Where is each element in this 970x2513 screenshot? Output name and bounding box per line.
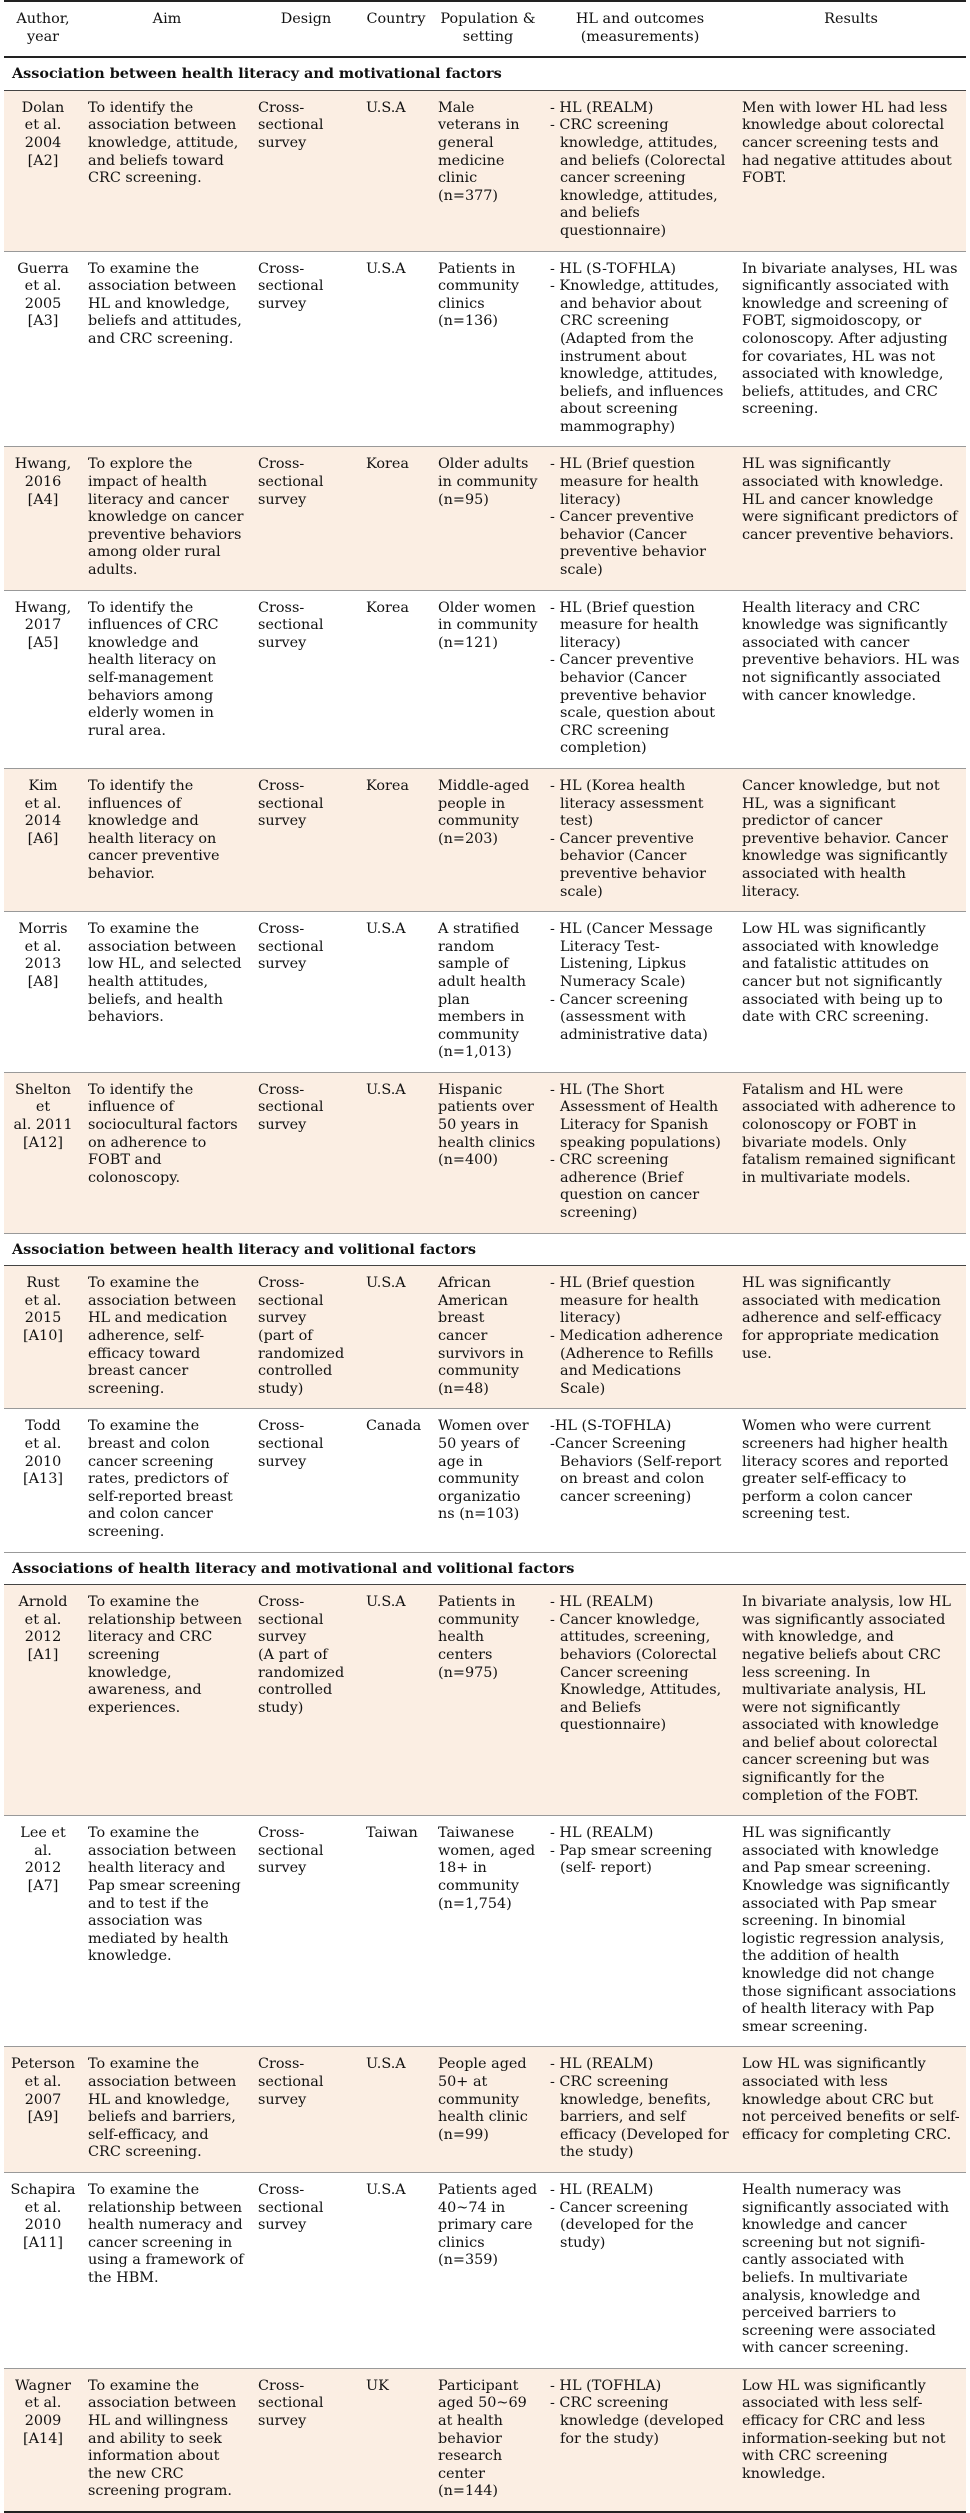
hl-outcome-item: - HL (Brief question measure for health literacy) <box>550 456 699 508</box>
hl-outcomes-cell <box>544 912 736 1073</box>
author-year-cell: Morris et al. 2013 [A8] <box>4 912 82 1073</box>
aim-cell: To examine the association between HL and knowledge, beliefs and barriers, self-efficacy, and CRC screening. <box>82 2047 252 2173</box>
country-cell: U.S.A <box>360 1266 432 1409</box>
population-cell: Patients in community health centers (n=975) <box>432 1585 544 1816</box>
hl-outcome-item: - HL (REALM) <box>550 99 654 116</box>
hl-outcomes-cell <box>544 1585 736 1816</box>
author-year-cell: Arnold et al. 2012 [A1] <box>4 1585 82 1816</box>
author-year-cell: Schapira et al. 2010 [A11] <box>4 2172 82 2368</box>
hl-outcome-item: - HL (Brief question measure for health literacy) <box>550 599 699 651</box>
design-cell: Cross- sectional survey <box>252 2172 360 2368</box>
hl-outcome-item: - Cancer preventive behavior (Cancer preventive behavior scale) <box>550 509 706 579</box>
table-row <box>4 1816 966 2047</box>
author-year-cell: Hwang, 2016 [A4] <box>4 447 82 590</box>
table-header-row <box>4 1 966 57</box>
aim-cell: To examine the relationship between health numeracy and cancer screening in using a framework of the HBM. <box>82 2172 252 2368</box>
table-row <box>4 1409 966 1552</box>
hl-outcome-item: -HL (S-TOFHLA) <box>550 1418 672 1435</box>
results-cell: Cancer knowledge, but not HL, was a significant predictor of cancer preventive behavior. Cancer knowledge was significantly associated with health literacy. <box>736 768 966 911</box>
country-cell: Korea <box>360 768 432 911</box>
population-cell: Women over 50 years of age in community organizatio ns (n=103) <box>432 1409 544 1552</box>
hl-outcomes-cell <box>544 1072 736 1233</box>
table-row <box>4 1585 966 1816</box>
population-cell: Middle-aged people in community (n=203) <box>432 768 544 911</box>
aim-cell: To identify the association between knowledge, attitude, and beliefs toward CRC screening. <box>82 90 252 251</box>
population-cell: Taiwanese women, aged 18+ in community (n=1,754) <box>432 1816 544 2047</box>
hl-outcomes-cell <box>544 1266 736 1409</box>
hl-outcome-item: -Cancer Screening Behaviors (Self-report on breast and colon cancer screening) <box>550 1435 722 1505</box>
table-row <box>4 912 966 1073</box>
hl-outcome-item: - HL (S-TOFHLA) <box>550 260 676 277</box>
hl-outcome-item: - CRC screening knowledge, benefits, barriers, and self efficacy (Developed for the study) <box>550 2073 729 2161</box>
table-row <box>4 590 966 768</box>
design-cell: Cross- sectional survey <box>252 2368 360 2512</box>
section-title: Association between health literacy and volitional factors <box>4 1233 966 1266</box>
aim-cell: To examine the association between HL and knowledge, beliefs and attitudes, and CRC screening. <box>82 251 252 447</box>
header-author: Author, year <box>4 1 82 57</box>
hl-outcomes-cell <box>544 251 736 447</box>
hl-outcome-item: - Pap smear screening (self- report) <box>550 1842 713 1877</box>
country-cell: U.S.A <box>360 251 432 447</box>
table-row <box>4 447 966 590</box>
results-cell: Men with lower HL had less knowledge about colorectal cancer screening tests and had negative attitudes about FOBT. <box>736 90 966 251</box>
results-cell: Fatalism and HL were associated with adherence to colonoscopy or FOBT in bivariate models. Only fatalism remained significant in multivariate models. <box>736 1072 966 1233</box>
design-cell: Cross- sectional survey <box>252 251 360 447</box>
hl-outcome-item: - CRC screening adherence (Brief question on cancer screening) <box>550 1152 700 1222</box>
aim-cell: To examine the association between HL and willingness and ability to seek information about the new CRC screening program. <box>82 2368 252 2512</box>
literature-table <box>4 0 966 2513</box>
table-row <box>4 90 966 251</box>
hl-outcome-item: - HL (REALM) <box>550 2181 654 2198</box>
author-year-cell: Guerra et al. 2005 [A3] <box>4 251 82 447</box>
population-cell: Patients aged 40~74 in primary care clinics (n=359) <box>432 2172 544 2368</box>
author-year-cell: Hwang, 2017 [A5] <box>4 590 82 768</box>
aim-cell: To explore the impact of health literacy and cancer knowledge on cancer preventive behaviors among older rural adults. <box>82 447 252 590</box>
results-cell: Low HL was significantly associated with knowledge and fatalistic attitudes on cancer but not significantly associated with being up to date with CRC screening. <box>736 912 966 1073</box>
hl-outcome-item: - CRC screening knowledge, attitudes, and beliefs (Colorectal cancer screening knowledge, attitudes, and beliefs questionnaire) <box>550 117 726 239</box>
hl-outcome-item: - Cancer preventive behavior (Cancer preventive behavior scale, question about CRC screening completion) <box>550 652 716 757</box>
country-cell: U.S.A <box>360 1072 432 1233</box>
author-year-cell: Rust et al. 2015 [A10] <box>4 1266 82 1409</box>
author-year-cell: Peterson et al. 2007 [A9] <box>4 2047 82 2173</box>
population-cell: A stratified random sample of adult health plan members in community (n=1,013) <box>432 912 544 1073</box>
country-cell: Taiwan <box>360 1816 432 2047</box>
hl-outcome-item: - Cancer preventive behavior (Cancer preventive behavior scale) <box>550 830 706 900</box>
hl-outcome-item: - Cancer screening (developed for the study) <box>550 2199 694 2251</box>
author-year-cell: Shelton et al. 2011 [A12] <box>4 1072 82 1233</box>
population-cell: African American breast cancer survivors in community (n=48) <box>432 1266 544 1409</box>
country-cell: U.S.A <box>360 1585 432 1816</box>
author-year-cell: Kim et al. 2014 [A6] <box>4 768 82 911</box>
hl-outcome-item: - HL (REALM) <box>550 1594 654 1611</box>
population-cell: People aged 50+ at community health clinic (n=99) <box>432 2047 544 2173</box>
author-year-cell: Lee et al. 2012 [A7] <box>4 1816 82 2047</box>
header-design: Design <box>252 1 360 57</box>
hl-outcome-item: - Medication adherence (Adherence to Refills and Medications Scale) <box>550 1328 723 1397</box>
hl-outcome-item: - HL (REALM) <box>550 1825 654 1842</box>
hl-outcomes-cell <box>544 1409 736 1552</box>
author-year-cell: Dolan et al. 2004 [A2] <box>4 90 82 251</box>
section-header-row <box>4 1552 966 1585</box>
hl-outcomes-cell <box>544 768 736 911</box>
author-year-cell: Todd et al. 2010 [A13] <box>4 1409 82 1552</box>
hl-outcome-item: - CRC screening knowledge (developed for the study) <box>550 2395 724 2447</box>
hl-outcomes-cell <box>544 590 736 768</box>
design-cell: Cross- sectional survey <box>252 2047 360 2173</box>
hl-outcome-item: - HL (TOFHLA) <box>550 2377 662 2394</box>
design-cell: Cross- sectional survey <box>252 1409 360 1552</box>
table-row <box>4 2047 966 2173</box>
country-cell: UK <box>360 2368 432 2512</box>
design-cell: Cross- sectional survey <box>252 590 360 768</box>
hl-outcome-item: - HL (Korea health literacy assessment test) <box>550 777 704 830</box>
table-row <box>4 251 966 447</box>
results-cell: Low HL was significantly associated with less knowledge about CRC but not perceived benefits or self-efficacy for completing CRC. <box>736 2047 966 2173</box>
aim-cell: To examine the relationship between literacy and CRC screening knowledge, awareness, and experiences. <box>82 1585 252 1816</box>
aim-cell: To examine the association between health literacy and Pap smear screening and to test if the association was mediated by health knowledge. <box>82 1816 252 2047</box>
section-header-row <box>4 1233 966 1266</box>
header-results: Results <box>736 1 966 57</box>
country-cell: Canada <box>360 1409 432 1552</box>
population-cell: Older adults in community (n=95) <box>432 447 544 590</box>
hl-outcomes-cell <box>544 90 736 251</box>
aim-cell: To examine the association between HL and medication adherence, self-efficacy toward breast cancer screening. <box>82 1266 252 1409</box>
results-cell: HL was significantly associated with knowledge and Pap smear screening. Knowledge was significantly associated with Pap smear screening. In binomial logistic regression analysis, the addition of health knowledge did not change those significant associations of health literacy with Pap smear screening. <box>736 1816 966 2047</box>
header-population: Population & setting <box>432 1 544 57</box>
country-cell: U.S.A <box>360 2047 432 2173</box>
aim-cell: To examine the association between low HL, and selected health attitudes, beliefs, and health behaviors. <box>82 912 252 1073</box>
section-volitional <box>4 1233 966 1552</box>
table-row <box>4 1072 966 1233</box>
hl-outcome-item: - HL (Brief question measure for health literacy) <box>550 1275 699 1327</box>
author-year-cell: Wagner et al. 2009 [A14] <box>4 2368 82 2512</box>
country-cell: Korea <box>360 447 432 590</box>
hl-outcome-item: - Cancer knowledge, attitudes, screening, behaviors (Colorectal Cancer screening Knowledge, Attitudes, and Beliefs questionnaire) <box>550 1611 722 1734</box>
table-row <box>4 1266 966 1409</box>
hl-outcome-item: - Knowledge, attitudes, and behavior about CRC screening (Adapted from the instrument about knowledge, attitudes, beliefs, and influences about screening mammography) <box>550 278 724 435</box>
results-cell: Low HL was significantly associated with less self-efficacy for CRC and less information-seeking but not with CRC screening knowledge. <box>736 2368 966 2512</box>
population-cell: Participant aged 50~69 at health behavior research center (n=144) <box>432 2368 544 2512</box>
section-motivational <box>4 57 966 1233</box>
results-cell: HL was significantly associated with medication adherence and self-efficacy for appropriate medication use. <box>736 1266 966 1409</box>
country-cell: U.S.A <box>360 912 432 1073</box>
aim-cell: To identify the influences of knowledge and health literacy on cancer preventive behavior. <box>82 768 252 911</box>
country-cell: Korea <box>360 590 432 768</box>
design-cell: Cross- sectional survey <box>252 912 360 1073</box>
population-cell: Older women in community (n=121) <box>432 590 544 768</box>
hl-outcomes-cell <box>544 2047 736 2173</box>
country-cell: U.S.A <box>360 2172 432 2368</box>
section-title: Association between health literacy and motivational factors <box>4 57 966 90</box>
section-motivational-volitional <box>4 1552 966 2512</box>
header-aim: Aim <box>82 1 252 57</box>
results-cell: In bivariate analyses, HL was significantly associated with knowledge and screening of FOBT, sigmoidoscopy, or colonoscopy. After adjusting for covariates, HL was not associated with knowledge, beliefs, attitudes, and CRC screening. <box>736 251 966 447</box>
section-header-row <box>4 57 966 90</box>
header-hl-outcomes: HL and outcomes (measurements) <box>544 1 736 57</box>
hl-outcome-item: - HL (REALM) <box>550 2056 654 2073</box>
design-cell: Cross- sectional survey <box>252 1072 360 1233</box>
hl-outcome-item: - HL (Cancer Message Literacy Test-Listening, Lipkus Numeracy Scale) <box>550 921 713 990</box>
results-cell: HL was significantly associated with knowledge. HL and cancer knowledge were significant predictors of cancer preventive behaviors. <box>736 447 966 590</box>
aim-cell: To examine the breast and colon cancer screening rates, predictors of self-reported breast and colon cancer screening. <box>82 1409 252 1552</box>
design-cell: Cross- sectional survey <box>252 90 360 251</box>
hl-outcome-item: - HL (The Short Assessment of Health Literacy for Spanish speaking populations) <box>550 1081 721 1151</box>
hl-outcome-item: - Cancer screening (assessment with administrative data) <box>550 991 708 1043</box>
design-cell: Cross- sectional survey <box>252 1816 360 2047</box>
population-cell: Patients in community clinics (n=136) <box>432 251 544 447</box>
results-cell: In bivariate analysis, low HL was significantly associated with knowledge, and negative beliefs about CRC less screening. In multivariate analysis, HL were not significantly associated with knowledge and belief about colorectal cancer screening but was significantly for the completion of the FOBT. <box>736 1585 966 1816</box>
results-cell: Women who were current screeners had higher health literacy scores and reported greater self-efficacy to perform a colon cancer screening test. <box>736 1409 966 1552</box>
design-cell: Cross- sectional survey <box>252 447 360 590</box>
table-row <box>4 768 966 911</box>
aim-cell: To identify the influence of sociocultural factors on adherence to FOBT and colonoscopy. <box>82 1072 252 1233</box>
hl-outcomes-cell <box>544 1816 736 2047</box>
aim-cell: To identify the influences of CRC knowledge and health literacy on self-management behaviors among elderly women in rural area. <box>82 590 252 768</box>
hl-outcomes-cell <box>544 447 736 590</box>
country-cell: U.S.A <box>360 90 432 251</box>
hl-outcomes-cell <box>544 2172 736 2368</box>
results-cell: Health literacy and CRC knowledge was significantly associated with cancer preventive behaviors. HL was not significantly associated with cancer knowledge. <box>736 590 966 768</box>
design-cell: Cross- sectional survey <box>252 768 360 911</box>
population-cell: Hispanic patients over 50 years in health clinics (n=400) <box>432 1072 544 1233</box>
results-cell: Health numeracy was significantly associated with knowledge and cancer screening but not signifi-cantly associated with beliefs. In multivariate analysis, knowledge and perceived barriers to screening were associated with cancer screening. <box>736 2172 966 2368</box>
header-country: Country <box>360 1 432 57</box>
table-row <box>4 2172 966 2368</box>
section-title: Associations of health literacy and motivational and volitional factors <box>4 1552 966 1585</box>
population-cell: Male veterans in general medicine clinic (n=377) <box>432 90 544 251</box>
design-cell: Cross- sectional survey (part of randomized controlled study) <box>252 1266 360 1409</box>
design-cell: Cross- sectional survey (A part of randomized controlled study) <box>252 1585 360 1816</box>
